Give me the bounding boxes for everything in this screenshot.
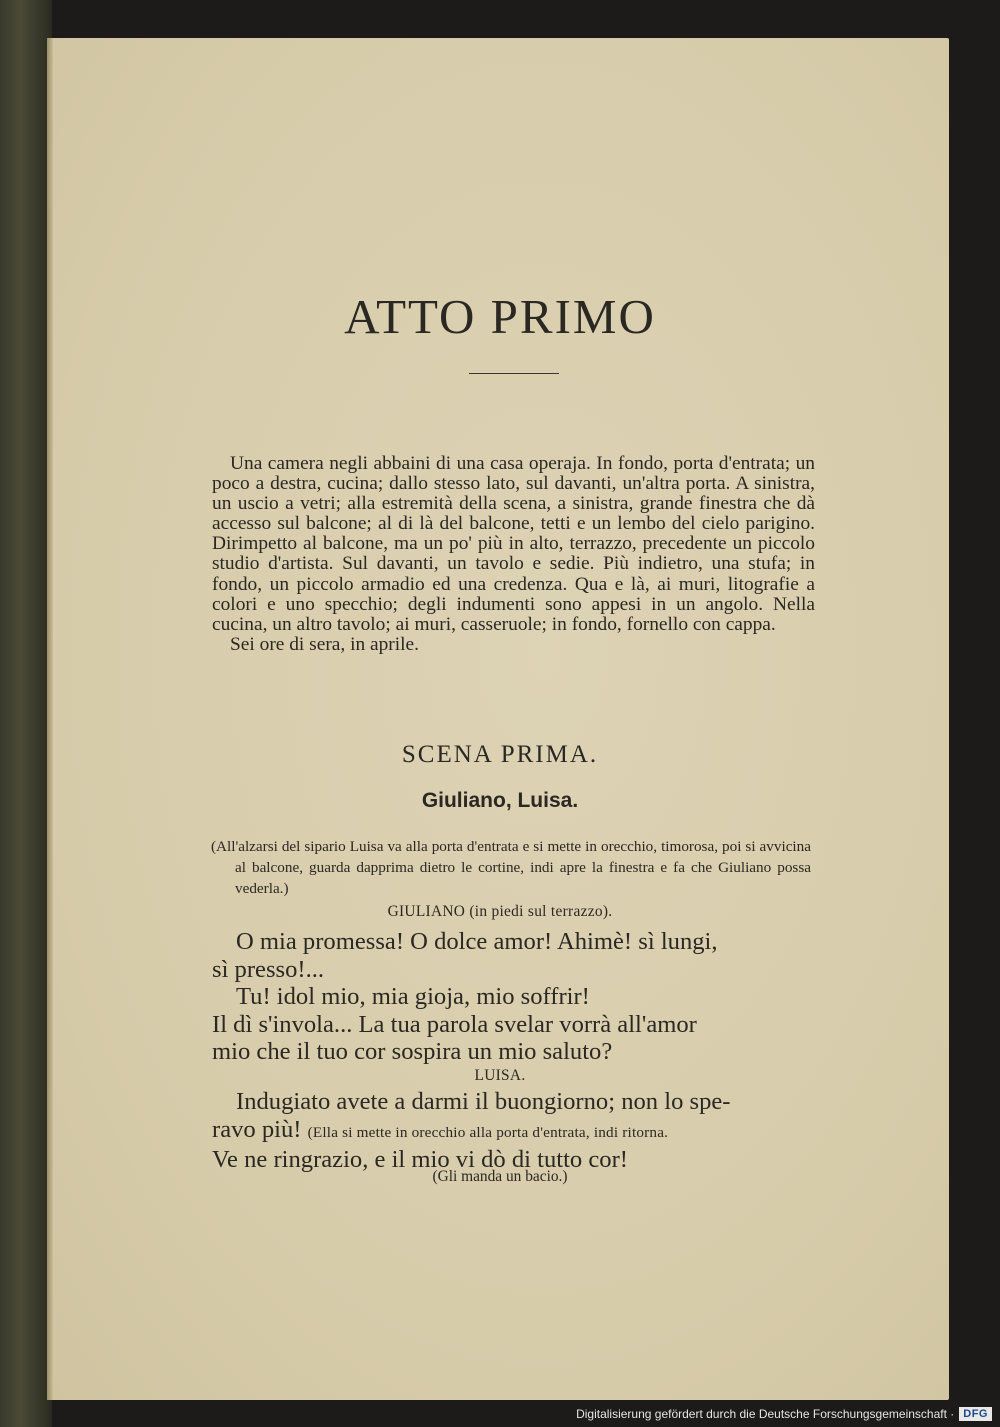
action-direction: (All'alzarsi del sipario Luisa va alla porta d'entrata e si mette in orecchio, timorosa, poi si avvicina al balcone, guarda dapprima dietro le cortine, indi apre la finestra e fa che Giuliano possa vederla.) [211,838,811,897]
digitization-footer [576,1403,992,1425]
speaker-luisa: LUISA. [474,1067,526,1084]
act-title: ATTO PRIMO [344,289,656,344]
stage-direction-time: Sei ore di sera, in aprile. [230,633,419,655]
verse-line: Indugiato avete a darmi il buongiorno; non lo spe- [236,1088,731,1115]
stage-end-direction: (Gli manda un bacio.) [432,1168,568,1185]
verse-text: ravo più! [212,1115,302,1143]
verse-line: O mia promessa! O dolce amor! Ahimè! sì lungi, [236,928,718,955]
footer-text: Digitalisierung gefördert durch die Deutsche Forschungsgemeinschaft · [576,1407,955,1421]
verse-line-with-aside [212,1116,815,1147]
verse-line: Il dì s'invola... La tua parola svelar vorrà all'amor [212,1010,697,1038]
title-divider [469,373,559,374]
scene-characters: Giuliano, Luisa. [421,789,579,812]
verse-line: mio che il tuo cor sospira un mio saluto? [212,1038,613,1065]
scene-title: SCENA PRIMA. [401,741,599,768]
page-edge [47,38,53,1400]
book-spine [0,0,52,1427]
verse-giuliano [212,928,815,1066]
dfg-logo: DFG [959,1407,992,1421]
book-page [47,38,949,1400]
verse-luisa [212,1088,815,1174]
verse-line: Ve ne ringrazio, e il mio vi dò di tutto cor! [212,1146,628,1173]
verse-aside: (Ella si mette in orecchio alla porta d'entrata, indi ritorna. [307,1123,669,1141]
speaker-giuliano: GIULIANO (in piedi sul terrazzo). [387,903,613,920]
stage-direction-paragraph: Una camera negli abbaini di una casa operaja. In fondo, porta d'entrata; un poco a destra, cucina; dallo stesso lato, sul davanti, un'altra porta. A sinistra, un uscio a vetri; alla estremità della scena, a sinistra, grande finestra che dà accesso sul balcone; al di là del balcone, tetti e un lembo del cielo parigino. Dirimpetto al balcone, ma un po' più in alto, terrazzo, precedente un piccolo studio d'artista. Sul davanti, un tavolo e sedie. Più indietro, una stufa; in fondo, un piccolo armadio ed una credenza. Qua e là, ai muri, litografie a colori e uno specchio; degli indumenti sono appesi in un angolo. Nella cucina, un altro tavolo; ai muri, casseruole; in fondo, fornello con cappa. [212,453,815,635]
stage-direction [212,454,815,655]
verse-line: Tu! idol mio, mia gioja, mio soffrir! [236,983,590,1010]
verse-line: sì presso!... [212,955,325,983]
